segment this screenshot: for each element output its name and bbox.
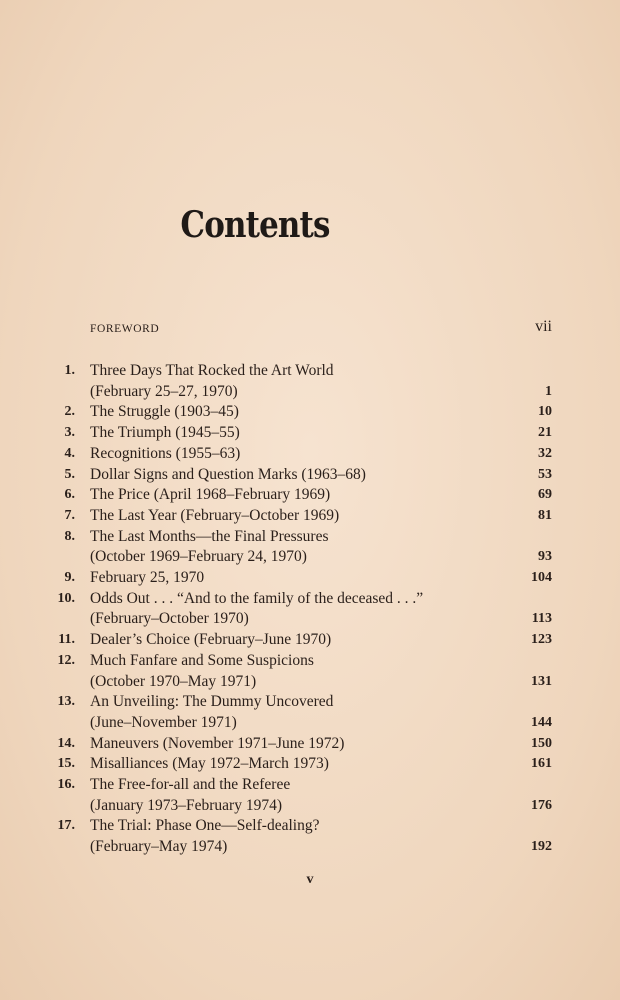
chapter-number: 7. xyxy=(64,507,75,523)
chapter-title: The Free-for-all and the Referee xyxy=(90,776,291,793)
page-title: Contents xyxy=(180,204,330,246)
chapter-title: Misalliances (May 1972–March 1973) xyxy=(90,755,329,773)
chapter-title: (February 25–27, 1970) xyxy=(90,382,238,400)
toc-entry-line xyxy=(0,836,620,857)
chapter-page-number: 93 xyxy=(538,549,552,565)
chapter-page-number: 113 xyxy=(531,611,552,627)
toc-entry-line xyxy=(0,671,620,692)
chapter-page-number: 123 xyxy=(531,632,552,648)
foreword-page-number: vii xyxy=(535,318,552,335)
chapter-title: (February–May 1974) xyxy=(90,838,228,856)
chapter-title: The Price (April 1968–February 1969) xyxy=(90,486,331,504)
toc-entry-line xyxy=(0,401,620,422)
chapter-page-number: 32 xyxy=(538,445,552,461)
chapter-title: (June–November 1971) xyxy=(90,713,237,731)
chapter-number: 2. xyxy=(64,404,75,420)
toc-entry-line xyxy=(0,505,620,526)
chapter-number: 8. xyxy=(64,528,75,544)
chapter-page-number: 161 xyxy=(531,756,552,772)
toc-entry-line xyxy=(0,712,620,733)
toc-entry-line xyxy=(0,422,620,443)
chapter-page-number: 69 xyxy=(538,487,552,503)
chapter-number: 5. xyxy=(64,466,75,482)
toc-entry-line xyxy=(0,733,620,754)
toc-entry-line xyxy=(0,815,620,836)
foreword-label: FOREWORD xyxy=(90,323,160,335)
toc-entry-line xyxy=(0,484,620,505)
chapter-title: February 25, 1970 xyxy=(90,569,205,586)
chapter-title: The Trial: Phase One—Self-dealing? xyxy=(90,817,320,835)
chapter-title: An Unveiling: The Dummy Uncovered xyxy=(90,693,334,711)
chapter-title: The Last Months—the Final Pressures xyxy=(90,527,329,545)
chapter-title: The Struggle (1903–45) xyxy=(90,403,239,421)
footer-page-number: v xyxy=(306,872,314,887)
chapter-title: Recognitions (1955–63) xyxy=(90,444,241,462)
toc-entry-line xyxy=(0,753,620,774)
chapter-number: 11. xyxy=(58,632,75,648)
toc-entry-line xyxy=(0,443,620,464)
chapter-number: 12. xyxy=(57,652,75,668)
chapter-page-number: 104 xyxy=(531,570,552,585)
chapter-title: (October 1970–May 1971) xyxy=(90,672,257,690)
toc-entry-line xyxy=(0,774,620,795)
toc-entry-line xyxy=(0,381,620,402)
chapter-page-number: 81 xyxy=(538,507,552,523)
chapter-page-number: 176 xyxy=(531,797,552,813)
chapter-title: (October 1969–February 24, 1970) xyxy=(90,548,307,566)
toc-entry-line xyxy=(0,608,620,629)
chapter-number: 1. xyxy=(64,363,75,378)
chapter-number: 16. xyxy=(57,777,75,792)
chapter-page-number: 10 xyxy=(538,404,552,420)
chapter-number: 6. xyxy=(64,487,75,503)
chapter-number: 14. xyxy=(57,735,75,751)
chapter-title: Much Fanfare and Some Suspicions xyxy=(90,651,314,669)
toc-entry-line xyxy=(0,588,620,609)
chapter-title: Three Days That Rocked the Art World xyxy=(90,362,334,379)
chapter-number: 15. xyxy=(57,756,75,772)
chapter-page-number: 53 xyxy=(538,466,552,482)
chapter-number: 3. xyxy=(64,425,75,441)
toc-entry-line xyxy=(0,546,620,567)
chapter-page-number: 144 xyxy=(531,714,552,730)
chapter-number: 13. xyxy=(57,694,75,710)
toc-entry-line xyxy=(0,691,620,712)
chapter-page-number: 21 xyxy=(538,425,552,441)
chapter-number: 17. xyxy=(57,818,75,834)
chapter-title: Maneuvers (November 1971–June 1972) xyxy=(90,734,345,752)
chapter-page-number: 1 xyxy=(545,383,552,399)
toc-entry-line xyxy=(0,360,620,381)
toc-entry-line xyxy=(0,464,620,485)
chapter-title: Odds Out . . . “And to the family of the deceased . . .” xyxy=(90,589,424,607)
chapter-title: Dollar Signs and Question Marks (1963–68) xyxy=(90,465,366,483)
chapter-number: 9. xyxy=(64,570,75,585)
toc-entry-line xyxy=(0,650,620,671)
chapter-number: 10. xyxy=(57,590,75,606)
chapter-number: 4. xyxy=(64,445,75,461)
toc-entry-line xyxy=(0,795,620,816)
chapter-page-number: 192 xyxy=(531,839,552,855)
chapter-title: The Triumph (1945–55) xyxy=(90,424,240,442)
chapter-title: (February–October 1970) xyxy=(90,610,249,628)
toc-entry-line xyxy=(0,526,620,547)
chapter-title: (January 1973–February 1974) xyxy=(90,796,282,814)
chapter-page-number: 150 xyxy=(531,735,552,751)
chapter-page-number: 131 xyxy=(531,673,552,689)
toc-entry-line xyxy=(0,629,620,650)
toc-entry-line xyxy=(0,567,620,588)
chapter-title: The Last Year (February–October 1969) xyxy=(90,506,340,524)
chapter-title: Dealer’s Choice (February–June 1970) xyxy=(90,631,332,649)
